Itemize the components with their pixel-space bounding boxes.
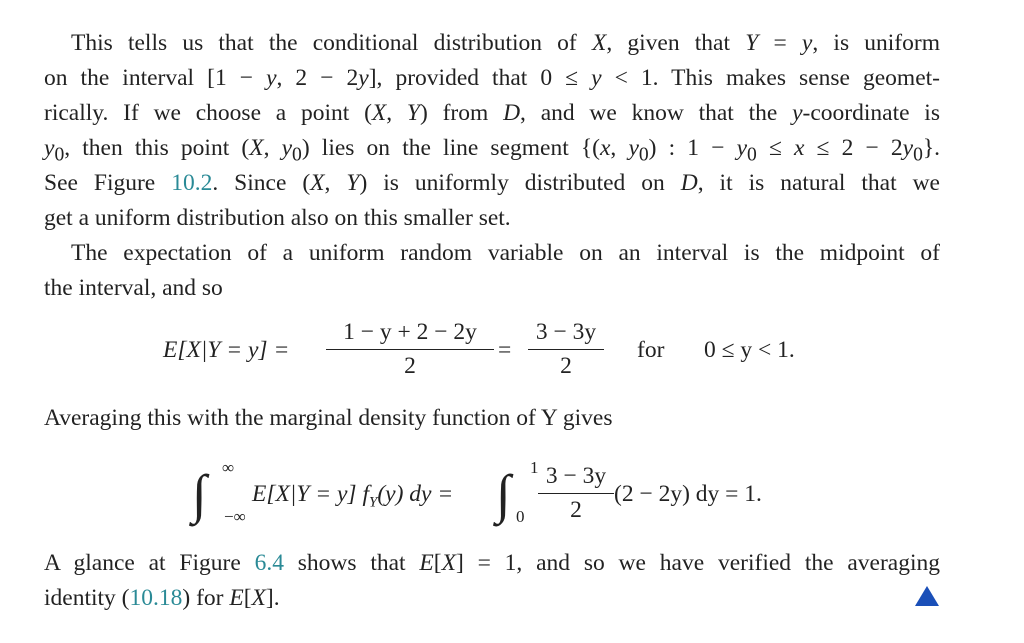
int1-lower-limit: −∞ xyxy=(224,507,246,526)
fraction-bar xyxy=(538,493,614,494)
fraction-numerator: 3 − 3y xyxy=(535,319,597,345)
fraction-bar xyxy=(528,349,604,350)
text-line: rically. If we choose a point (X, Y) from D, and we know that the y-coordinate is xyxy=(44,100,940,126)
integral-sign-icon: ∫ xyxy=(192,464,207,524)
eq2-fraction xyxy=(538,462,614,524)
eq1-lhs: E[X|Y = y] = xyxy=(163,337,290,363)
end-of-example-triangle-icon xyxy=(915,586,939,606)
text-line: $y_0$, then this point (X, $y_0$) lies on the line segment {(x, $y_0$) : $1 - y_0 \le x \le 2 - 2y_0$}. xyxy=(44,135,941,166)
text-line: on the interval [1 − y, 2 − 2y], provided that 0 ≤ y < 1. This makes sense geomet- xyxy=(44,65,940,91)
figure-link-6-4[interactable]: 6.4 xyxy=(254,550,284,576)
paragraph-conditional-distribution xyxy=(44,26,940,236)
int1-upper-limit: ∞ xyxy=(222,458,235,477)
int2-upper-limit: 1 xyxy=(530,458,539,477)
integral-sign-icon: ∫ xyxy=(496,464,511,524)
equation-link-10-18[interactable]: 10.18 xyxy=(129,585,183,611)
text-line: get a uniform distribution also on this smaller set. xyxy=(44,205,511,231)
text-line: See Figure 10.2. Since (X, Y) is uniformly distributed on D, it is natural that we xyxy=(44,170,940,196)
eq1-condition: 0 ≤ y < 1. xyxy=(704,337,795,363)
text-line: Averaging this with the marginal density function of Y gives xyxy=(44,405,613,431)
fraction-denominator: 2 xyxy=(404,353,416,379)
paragraph-conclusion xyxy=(44,546,940,616)
fraction-bar xyxy=(326,349,494,350)
fraction-numerator: 3 − 3y xyxy=(545,463,607,489)
text-line: the interval, and so xyxy=(44,275,223,301)
eq2-tail: (2 − 2y) dy = 1. xyxy=(614,481,762,507)
eq1-for: for xyxy=(637,337,665,363)
paragraph-expectation xyxy=(44,236,940,306)
paragraph-averaging xyxy=(44,401,940,436)
int2-lower-limit: 0 xyxy=(516,507,525,526)
fraction-numerator: 1 − y + 2 − 2y xyxy=(343,319,477,345)
text-line: identity (10.18) for E[X]. xyxy=(44,585,280,611)
text-line: A glance at Figure 6.4 shows that E[X] = 1, and so we have verified the averaging xyxy=(44,550,941,576)
eq2-integrand: E[X|Y = y] $f_Y(y)$ dy = xyxy=(252,481,454,511)
fraction-denominator: 2 xyxy=(570,497,582,523)
eq1-equals: = xyxy=(498,337,512,363)
text-line: The expectation of a uniform random variable on an interval is the midpoint of xyxy=(71,240,940,266)
eq1-fraction-2 xyxy=(528,318,604,380)
figure-link-10-2[interactable]: 10.2 xyxy=(171,170,213,196)
text-line: This tells us that the conditional distribution of X, given that Y = y, is uniform xyxy=(71,30,940,56)
fraction-denominator: 2 xyxy=(560,353,572,379)
eq1-fraction-1 xyxy=(326,318,494,380)
